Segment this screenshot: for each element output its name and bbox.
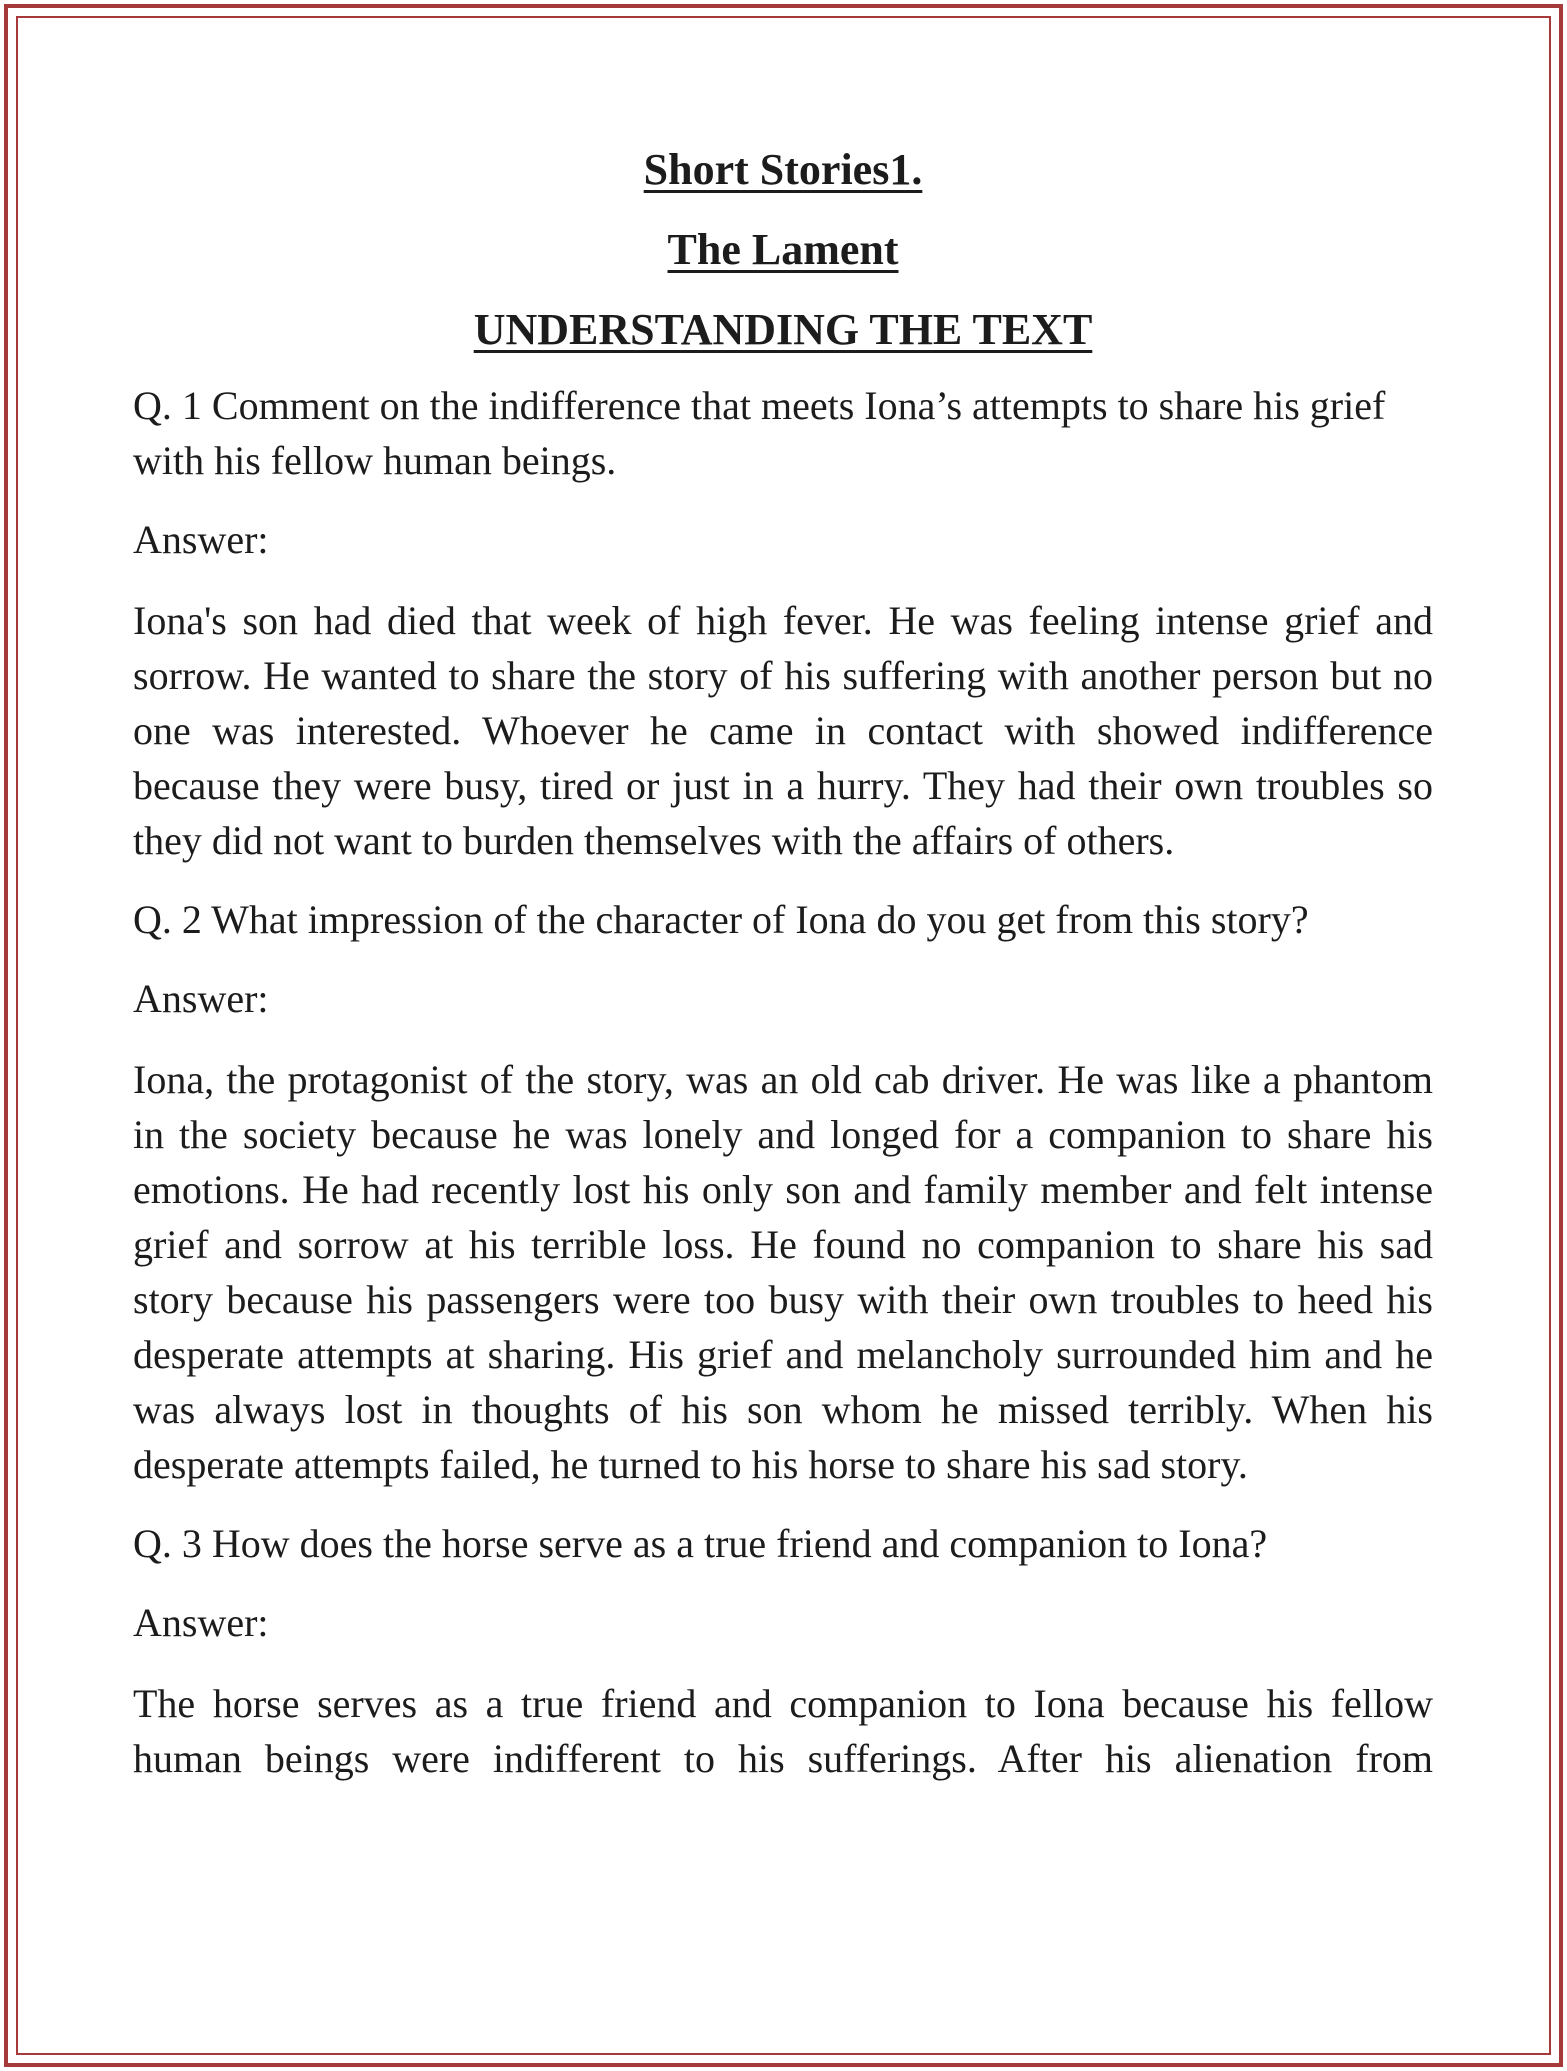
book-section-title: Short Stories1.	[643, 145, 923, 194]
document-page	[133, 130, 1433, 1810]
question-2: Q. 2 What impression of the character of Iona do you get from this story?	[133, 897, 1309, 942]
question-1: Q. 1 Comment on the indifference that meets Iona’s attempts to share his grief with his fellow human beings.	[133, 383, 1386, 483]
answer-2-text: Iona, the protagonist of the story, was an old cab driver. He was like a phantom in the society because he was lonely and longed for a companion to share his emotions. He had recently lost his only son and family member and felt intense grief and sorrow at his terrible loss. He found no companion to share his sad story because his passengers were too busy with their own troubles to heed his desperate attempts at sharing. His grief and melancholy surrounded him and he was always lost in thoughts of his son whom he missed terribly. When his desperate attempts failed, he turned to his horse to share his sad story.	[133, 1057, 1433, 1487]
answer-2-label: Answer:	[133, 976, 269, 1021]
answer-1-text: Iona's son had died that week of high fever. He was feeling intense grief and sorrow. He wanted to share the story of his suffering with another person but no one was interested. Whoever he came in contact with showed indifference because they were busy, tired or just in a hurry. They had their own troubles so they did not want to burden themselves with the affairs of others.	[133, 598, 1433, 863]
story-title: The Lament	[667, 225, 899, 274]
answer-3-text: The horse serves as a true friend and companion to Iona because his fellow human beings were indifferent to his sufferings. After his alienation from	[133, 1681, 1433, 1781]
section-heading: UNDERSTANDING THE TEXT	[473, 305, 1093, 354]
question-3: Q. 3 How does the horse serve as a true friend and companion to Iona?	[133, 1521, 1268, 1566]
answer-1-label: Answer:	[133, 517, 269, 562]
answer-3-label: Answer:	[133, 1600, 269, 1645]
